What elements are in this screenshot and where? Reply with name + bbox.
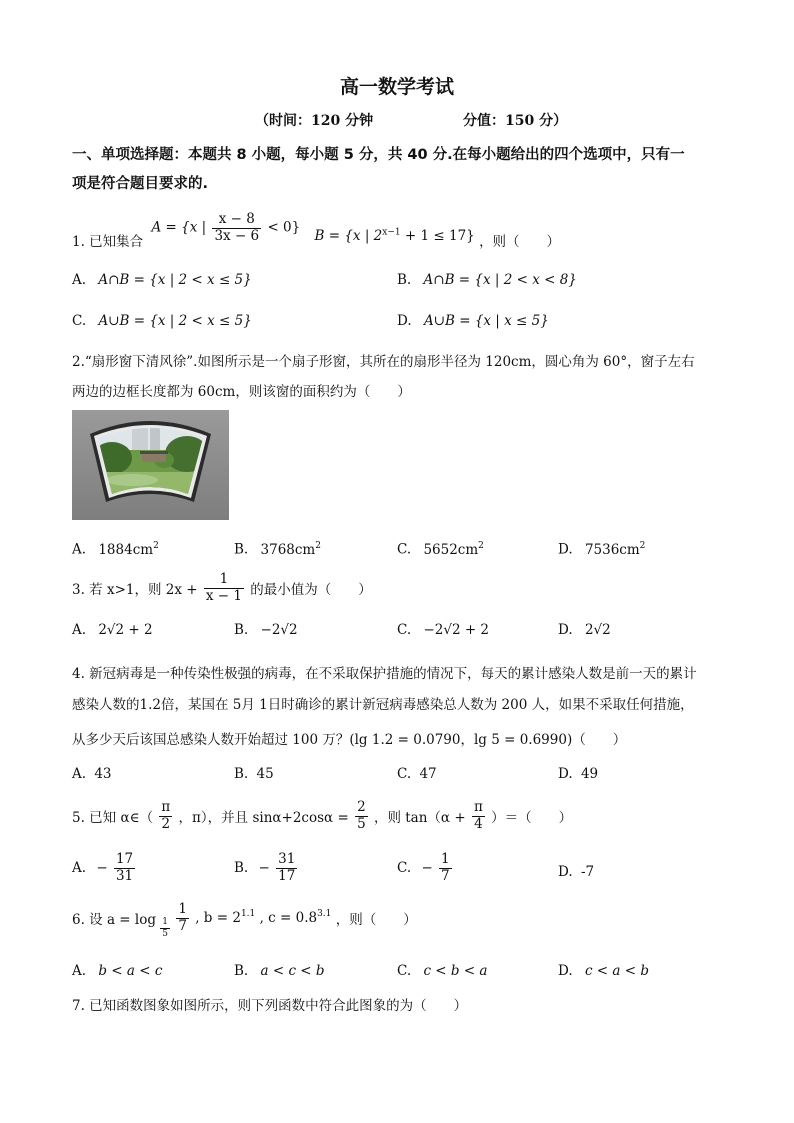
option-sign: − <box>96 860 108 877</box>
q1-option-d[interactable] <box>397 313 549 329</box>
fraction-denominator: x − 1 <box>205 587 242 604</box>
option-text: A∪B = {x | 2 < x ≤ 5} <box>98 313 252 329</box>
option-superscript: 2 <box>315 541 321 551</box>
q4-option-d[interactable] <box>558 766 598 782</box>
q3-option-a[interactable] <box>72 622 153 638</box>
option-label: C. <box>397 963 412 979</box>
option-label: A. <box>72 766 87 782</box>
option-text: 3768cm <box>260 541 316 558</box>
set-a <box>151 212 300 244</box>
option-superscript: 2 <box>639 541 646 551</box>
question-6-part2: , b = 2 <box>195 910 241 927</box>
q2-option-d[interactable] <box>558 541 645 558</box>
fraction-numerator: 2 <box>357 799 366 815</box>
question-5-part3: ，则 tan（α + <box>373 810 466 827</box>
q4-option-a[interactable] <box>72 766 112 782</box>
fraction-numerator: 17 <box>115 851 134 867</box>
option-text: 7536cm <box>584 541 640 558</box>
option-fraction <box>276 852 297 884</box>
set-b-exponent: x−1 <box>382 227 401 238</box>
q5-fraction-1 <box>159 800 172 832</box>
q5-fraction-2 <box>355 800 368 832</box>
question-5-part1: 5. 已知 α∈（ <box>72 810 154 827</box>
log-argument-fraction <box>176 902 189 934</box>
option-superscript: 2 <box>153 541 159 551</box>
fraction-denominator: 17 <box>278 867 296 884</box>
q2-option-b[interactable] <box>234 541 321 558</box>
q5-option-c[interactable] <box>397 852 454 884</box>
q1-option-b[interactable] <box>397 272 577 288</box>
q6-option-d[interactable] <box>558 963 649 979</box>
fraction-denominator: 2 <box>161 815 171 832</box>
question-6 <box>72 901 417 939</box>
c-exponent: 3.1 <box>317 909 332 920</box>
option-text: b < a < c <box>98 963 163 979</box>
option-label: D. <box>397 313 412 329</box>
option-text: 1884cm <box>98 541 154 558</box>
set-a-fraction <box>212 212 261 244</box>
option-label: B. <box>397 272 412 288</box>
fraction-denominator: 4 <box>474 815 483 832</box>
q3-option-b[interactable] <box>234 622 298 638</box>
option-label: B. <box>234 963 249 979</box>
exam-time: （时间：120 分钟 <box>255 113 374 129</box>
option-label: C. <box>397 860 412 877</box>
option-text: A∪B = {x | x ≤ 5} <box>423 313 549 329</box>
question-2-line1: 2.“扇形窗下清风徐”.如图所示是一个扇子形窗，其所在的扇形半径为 120cm，圆心角为 60°，窗子左右 <box>72 354 695 370</box>
q2-option-c[interactable] <box>397 541 484 558</box>
fraction-denominator: 5 <box>162 928 169 939</box>
option-label: C. <box>397 622 412 638</box>
question-3-suffix: 的最小值为（ ） <box>250 582 372 599</box>
q3-option-d[interactable] <box>558 622 611 638</box>
fraction-numerator: 1 <box>178 901 187 917</box>
option-label: C. <box>397 766 412 782</box>
question-3-prefix: 3. 若 x>1，则 2x + <box>72 582 198 599</box>
option-text: 43 <box>94 766 112 782</box>
question-4-line1: 4. 新冠病毒是一种传染性极强的病毒，在不采取保护措施的情况下，每天的累计感染人数是前一天的累计 <box>72 666 697 682</box>
question-1-suffix: ，则（ ） <box>479 234 561 251</box>
option-label: A. <box>72 963 87 979</box>
question-4-line2: 感染人数的1.2倍，某国在 5月 1日时确诊的累计新冠病毒感染总人数为 200 人，如果不采取任何措施， <box>72 697 694 713</box>
q6-option-b[interactable] <box>234 963 325 979</box>
option-text: 5652cm <box>423 541 479 558</box>
set-a-left: A = {x | <box>151 219 207 236</box>
option-fraction <box>114 852 135 884</box>
fan-window-photo <box>72 410 229 520</box>
set-b-rest: + 1 ≤ 17} <box>400 228 475 245</box>
option-text: 49 <box>580 766 599 782</box>
option-label: C. <box>72 313 87 329</box>
q5-option-a[interactable] <box>72 852 137 884</box>
option-label: A. <box>72 272 87 288</box>
option-label: B. <box>234 766 249 782</box>
fraction-numerator: 1 <box>162 917 169 928</box>
option-sign: − <box>421 860 433 877</box>
q6-option-c[interactable] <box>397 963 487 979</box>
fraction-numerator: 31 <box>278 851 296 867</box>
option-label: B. <box>234 622 249 638</box>
option-text: c < a < b <box>584 963 649 979</box>
q4-option-c[interactable] <box>397 766 437 782</box>
fraction-denominator: 7 <box>441 867 450 884</box>
q6-option-a[interactable] <box>72 963 162 979</box>
question-5 <box>72 800 572 832</box>
set-a-denominator: 3x − 6 <box>214 227 260 244</box>
option-text: 2√2 + 2 <box>98 622 153 638</box>
option-label: D. <box>558 622 573 638</box>
fraction-numerator: 1 <box>204 572 244 589</box>
option-label: D. <box>558 766 573 782</box>
fraction-numerator: 1 <box>441 851 450 867</box>
option-text: A∩B = {x | 2 < x < 8} <box>423 272 577 288</box>
q5-option-b[interactable] <box>234 852 299 884</box>
option-label: D. <box>558 541 573 558</box>
question-6-part4: ，则（ ） <box>335 912 417 929</box>
question-3-fraction <box>204 572 244 604</box>
fraction-denominator: 31 <box>115 867 134 884</box>
set-a-right: < 0} <box>267 219 301 236</box>
q1-option-a[interactable] <box>72 272 252 288</box>
q2-option-a[interactable] <box>72 541 159 558</box>
question-5-part4: ）＝（ ） <box>491 810 573 827</box>
q5-option-d[interactable] <box>558 864 594 880</box>
option-text: a < c < b <box>260 963 325 979</box>
fraction-denominator: 5 <box>357 815 366 832</box>
option-label: A. <box>72 541 87 558</box>
option-text: 47 <box>419 766 437 782</box>
section-heading-line1: 一、单项选择题：本题共 8 小题，每小题 5 分，共 40 分.在每小题给出的四个选项中，只有一 <box>72 147 685 163</box>
question-6-part1: 6. 设 a = log <box>72 912 156 929</box>
option-text: -7 <box>580 864 595 880</box>
b-exponent: 1.1 <box>240 909 256 920</box>
option-text: c < b < a <box>423 963 488 979</box>
option-label: C. <box>397 541 412 558</box>
option-label: D. <box>558 963 573 979</box>
question-4-line3: 从多少天后该国总感染人数开始超过 100 万？(lg 1.2 = 0.0790，lg 5 = 0.6990)（ ） <box>72 732 627 748</box>
question-6-part3: , c = 0.8 <box>259 910 318 927</box>
option-fraction <box>439 852 452 884</box>
set-a-numerator: x − 8 <box>212 212 261 229</box>
page-title: 高一数学考试 <box>339 76 454 98</box>
section-heading-line2: 项是符合题目要求的. <box>72 176 209 192</box>
option-label: A. <box>72 622 87 638</box>
option-text: 45 <box>256 766 274 782</box>
q1-option-c[interactable] <box>72 313 252 329</box>
question-3 <box>72 572 372 604</box>
option-label: B. <box>234 860 249 877</box>
question-2-line2: 两边的边框长度都为 60cm，则该窗的面积约为（ ） <box>72 384 411 400</box>
option-text: −2√2 + 2 <box>423 622 490 638</box>
option-label: B. <box>234 541 249 558</box>
option-label: D. <box>558 864 573 880</box>
option-superscript: 2 <box>478 541 484 551</box>
q5-fraction-3 <box>472 800 485 832</box>
option-text: −2√2 <box>260 622 298 638</box>
set-b-left: B = {x | 2 <box>314 228 383 245</box>
question-1 <box>72 211 561 251</box>
q4-option-b[interactable] <box>234 766 274 782</box>
exam-score: 分值：150 分） <box>463 113 568 129</box>
fraction-numerator: π <box>161 799 171 815</box>
question-5-part2: ，π），并且 sinα+2cosα = <box>178 810 349 827</box>
option-sign: − <box>258 860 270 877</box>
question-1-prefix: 1. 已知集合 <box>72 234 144 251</box>
option-label: A. <box>72 860 87 877</box>
q3-option-c[interactable] <box>397 622 489 638</box>
option-text: A∩B = {x | 2 < x ≤ 5} <box>98 272 252 288</box>
option-text: 2√2 <box>584 622 611 638</box>
set-b <box>315 228 480 244</box>
fraction-denominator: 7 <box>178 917 187 934</box>
log-base-fraction <box>160 917 170 939</box>
fraction-numerator: π <box>473 799 483 815</box>
question-7-line1: 7. 已知函数图象如图所示，则下列函数中符合此图象的为（ ） <box>72 998 468 1014</box>
